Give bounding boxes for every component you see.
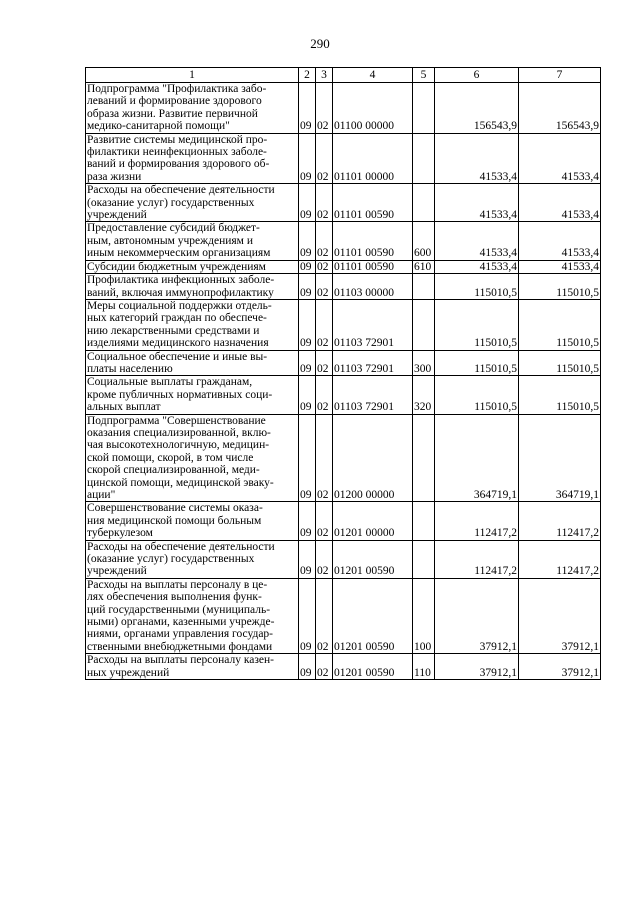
header-col-5: 5 <box>413 68 435 83</box>
amount-col6-cell: 41533,4 <box>435 222 519 260</box>
expense-type-cell <box>413 414 435 502</box>
subsection-code-cell: 02 <box>316 578 333 653</box>
amount-col7-cell: 115010,5 <box>519 299 601 350</box>
row-name-cell: Развитие системы медицинской про- филактики неинфекционных заболе- ваний и формирования здорового об- раза жизни <box>86 133 299 184</box>
row-name-cell: Совершенствование системы оказа- ния медицинской помощи больным туберкулезом <box>86 502 299 540</box>
target-article-cell: 01101 00590 <box>333 222 413 260</box>
expense-type-cell <box>413 274 435 300</box>
amount-col7-cell: 115010,5 <box>519 350 601 376</box>
target-article-cell: 01201 00000 <box>333 502 413 540</box>
subsection-code-cell: 02 <box>316 540 333 578</box>
amount-col7-cell: 112417,2 <box>519 540 601 578</box>
header-row <box>86 68 601 83</box>
amount-col6-cell: 364719,1 <box>435 414 519 502</box>
amount-col6-cell: 112417,2 <box>435 540 519 578</box>
section-code-cell: 09 <box>299 83 316 134</box>
target-article-cell: 01103 72901 <box>333 299 413 350</box>
amount-col6-cell: 156543,9 <box>435 83 519 134</box>
header-col-4: 4 <box>333 68 413 83</box>
row-name-cell: Социальное обеспечение и иные вы- платы населению <box>86 350 299 376</box>
table-row <box>86 578 601 653</box>
table-row <box>86 274 601 300</box>
row-name-cell: Профилактика инфекционных заболе- ваний, включая иммунопрофилактику <box>86 274 299 300</box>
amount-col6-cell: 37912,1 <box>435 654 519 680</box>
table-row <box>86 350 601 376</box>
amount-col7-cell: 115010,5 <box>519 376 601 414</box>
row-name-cell: Подпрограмма "Совершенствование оказания специализированной, вклю- чая высокотехнологичную, медицин- ской помощи, скорой, в том числе скорой специализированной, меди- цинской помощи, медицинской эваку- ации" <box>86 414 299 502</box>
table-row <box>86 654 601 680</box>
expense-type-cell <box>413 184 435 222</box>
row-name-cell: Расходы на обеспечение деятельности (оказание услуг) государственных учреждений <box>86 540 299 578</box>
target-article-cell: 01101 00590 <box>333 260 413 273</box>
section-code-cell: 09 <box>299 274 316 300</box>
subsection-code-cell: 02 <box>316 133 333 184</box>
amount-col7-cell: 37912,1 <box>519 578 601 653</box>
target-article-cell: 01100 00000 <box>333 83 413 134</box>
amount-col6-cell: 37912,1 <box>435 578 519 653</box>
section-code-cell: 09 <box>299 376 316 414</box>
target-article-cell: 01201 00590 <box>333 578 413 653</box>
section-code-cell: 09 <box>299 350 316 376</box>
subsection-code-cell: 02 <box>316 654 333 680</box>
table-row <box>86 133 601 184</box>
section-code-cell: 09 <box>299 540 316 578</box>
expense-type-cell: 100 <box>413 578 435 653</box>
expense-type-cell <box>413 83 435 134</box>
amount-col6-cell: 41533,4 <box>435 260 519 273</box>
amount-col7-cell: 115010,5 <box>519 274 601 300</box>
amount-col6-cell: 112417,2 <box>435 502 519 540</box>
amount-col6-cell: 41533,4 <box>435 184 519 222</box>
header-col-1: 1 <box>86 68 299 83</box>
subsection-code-cell: 02 <box>316 350 333 376</box>
expense-type-cell: 600 <box>413 222 435 260</box>
amount-col6-cell: 41533,4 <box>435 133 519 184</box>
target-article-cell: 01101 00000 <box>333 133 413 184</box>
target-article-cell: 01103 00000 <box>333 274 413 300</box>
target-article-cell: 01103 72901 <box>333 376 413 414</box>
row-name-cell: Социальные выплаты гражданам, кроме публичных нормативных соци- альных выплат <box>86 376 299 414</box>
header-col-2: 2 <box>299 68 316 83</box>
expense-type-cell: 300 <box>413 350 435 376</box>
target-article-cell: 01201 00590 <box>333 540 413 578</box>
table-row <box>86 83 601 134</box>
amount-col6-cell: 115010,5 <box>435 299 519 350</box>
expense-type-cell: 320 <box>413 376 435 414</box>
subsection-code-cell: 02 <box>316 376 333 414</box>
section-code-cell: 09 <box>299 222 316 260</box>
expense-type-cell <box>413 133 435 184</box>
target-article-cell: 01103 72901 <box>333 350 413 376</box>
amount-col6-cell: 115010,5 <box>435 274 519 300</box>
subsection-code-cell: 02 <box>316 222 333 260</box>
amount-col6-cell: 115010,5 <box>435 350 519 376</box>
subsection-code-cell: 02 <box>316 414 333 502</box>
expense-type-cell: 110 <box>413 654 435 680</box>
amount-col7-cell: 41533,4 <box>519 260 601 273</box>
row-name-cell: Меры социальной поддержки отдель- ных категорий граждан по обеспече- нию лекарственными средствами и изделиями медицинского назначения <box>86 299 299 350</box>
subsection-code-cell: 02 <box>316 274 333 300</box>
table-row <box>86 414 601 502</box>
table-row <box>86 299 601 350</box>
table-row <box>86 376 601 414</box>
amount-col7-cell: 41533,4 <box>519 133 601 184</box>
amount-col7-cell: 156543,9 <box>519 83 601 134</box>
section-code-cell: 09 <box>299 578 316 653</box>
section-code-cell: 09 <box>299 654 316 680</box>
table-row <box>86 222 601 260</box>
amount-col6-cell: 115010,5 <box>435 376 519 414</box>
header-col-7: 7 <box>519 68 601 83</box>
expense-type-cell <box>413 540 435 578</box>
table-row <box>86 540 601 578</box>
subsection-code-cell: 02 <box>316 299 333 350</box>
expense-type-cell <box>413 299 435 350</box>
row-name-cell: Расходы на выплаты персоналу в це- лях обеспечения выполнения функ- ций государственными (муниципаль- ными) органами, казенными учрежде- ниями, органами управления государ- ственными внебюджетными фондами <box>86 578 299 653</box>
table-row <box>86 502 601 540</box>
subsection-code-cell: 02 <box>316 502 333 540</box>
header-col-6: 6 <box>435 68 519 83</box>
amount-col7-cell: 37912,1 <box>519 654 601 680</box>
section-code-cell: 09 <box>299 184 316 222</box>
subsection-code-cell: 02 <box>316 83 333 134</box>
target-article-cell: 01201 00590 <box>333 654 413 680</box>
page-number: 290 <box>310 36 330 51</box>
amount-col7-cell: 41533,4 <box>519 184 601 222</box>
section-code-cell: 09 <box>299 260 316 273</box>
target-article-cell: 01200 00000 <box>333 414 413 502</box>
expense-type-cell: 610 <box>413 260 435 273</box>
amount-col7-cell: 364719,1 <box>519 414 601 502</box>
subsection-code-cell: 02 <box>316 260 333 273</box>
expense-type-cell <box>413 502 435 540</box>
table-body <box>86 83 601 680</box>
amount-col7-cell: 112417,2 <box>519 502 601 540</box>
section-code-cell: 09 <box>299 133 316 184</box>
target-article-cell: 01101 00590 <box>333 184 413 222</box>
budget-table <box>85 67 601 680</box>
header-col-3: 3 <box>316 68 333 83</box>
row-name-cell: Предоставление субсидий бюджет- ным, автономным учреждениям и иным некоммерческим организациям <box>86 222 299 260</box>
section-code-cell: 09 <box>299 414 316 502</box>
section-code-cell: 09 <box>299 502 316 540</box>
row-name-cell: Расходы на обеспечение деятельности (оказание услуг) государственных учреждений <box>86 184 299 222</box>
table-row <box>86 260 601 273</box>
row-name-cell: Субсидии бюджетным учреждениям <box>86 260 299 273</box>
section-code-cell: 09 <box>299 299 316 350</box>
amount-col7-cell: 41533,4 <box>519 222 601 260</box>
row-name-cell: Расходы на выплаты персоналу казен- ных учреждений <box>86 654 299 680</box>
row-name-cell: Подпрограмма "Профилактика забо- леваний и формирование здорового образа жизни. Развитие первичной медико-санитарной помощи" <box>86 83 299 134</box>
table-row <box>86 184 601 222</box>
subsection-code-cell: 02 <box>316 184 333 222</box>
